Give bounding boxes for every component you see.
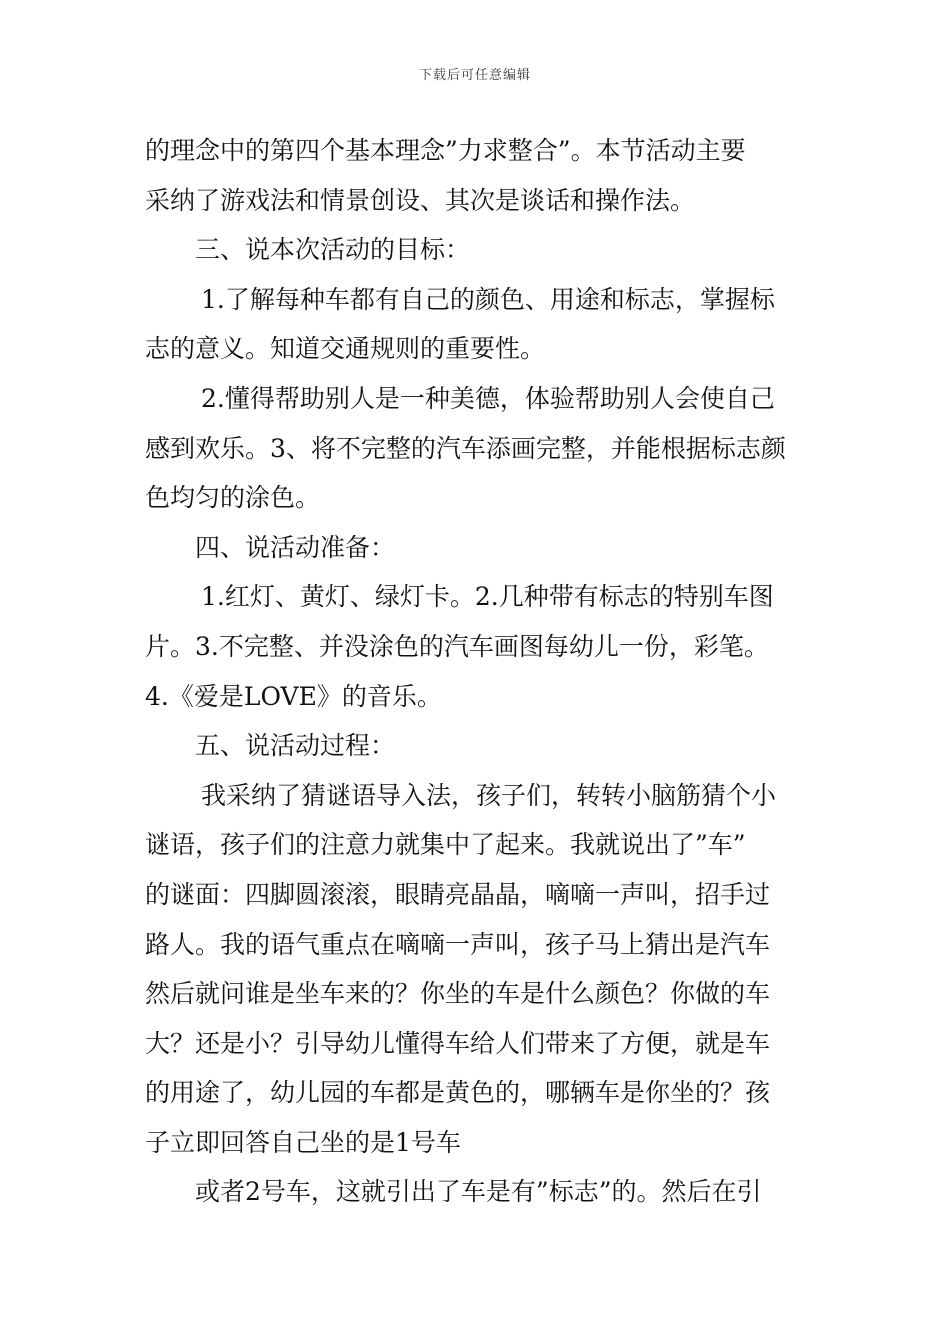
section-heading: 三、说本次活动的目标： xyxy=(195,235,471,265)
text-line: 谜语，孩子们的注意力就集中了起来。我就说出了”车” xyxy=(145,830,746,860)
page-header: 下载后可任意编辑 xyxy=(418,68,531,83)
text-line: 2.懂得帮助别人是一种美德，体验帮助别人会使自己 xyxy=(201,383,775,413)
text-line: 1.了解每种车都有自己的颜色、用途和标志，掌握标 xyxy=(201,284,775,314)
text-line: 子立即回答自己坐的是1号车 xyxy=(145,1127,461,1157)
text-line: 的理念中的第四个基本理念”力求整合”。本节活动主要 xyxy=(145,136,746,165)
text-line: 1.红灯、黄灯、绿灯卡。2.几种带有标志的特别车图 xyxy=(201,582,774,612)
text-line: 的谜面：四脚圆滚滚，眼睛亮晶晶，嘀嘀一声叫，招手过 xyxy=(145,879,771,909)
text-line: 4.《爱是LOVE》的音乐。 xyxy=(145,681,442,711)
text-line: 的用途了，幼儿园的车都是黄色的，哪辆车是你坐的？孩 xyxy=(145,1078,771,1108)
section-heading: 五、说活动过程： xyxy=(195,731,396,761)
text-line: 我采纳了猜谜语导入法，孩子们，转转小脑筋猜个小 xyxy=(201,780,777,810)
text-line: 片。3.不完整、并没涂色的汽车画图每幼儿一份，彩笔。 xyxy=(145,631,769,661)
text-line: 或者2号车，这就引出了车是有”标志”的。然后在引 xyxy=(195,1177,762,1207)
text-line: 然后就问谁是坐车来的？你坐的车是什么颜色？你做的车 xyxy=(145,979,771,1009)
text-line: 色均匀的涂色。 xyxy=(145,483,321,513)
text-line: 志的意义。知道交通规则的重要性。 xyxy=(145,334,546,364)
section-heading: 四、说活动准备： xyxy=(195,532,396,562)
text-line: 采纳了游戏法和情景创设、其次是谈话和操作法。 xyxy=(145,185,696,215)
text-line: 感到欢乐。3、将不完整的汽车添画完整，并能根据标志颜 xyxy=(145,433,786,463)
document-body xyxy=(145,126,825,1217)
text-line: 大？还是小？引导幼儿懂得车给人们带来了方便，就是车 xyxy=(145,1028,771,1058)
text-line: 路人。我的语气重点在嘀嘀一声叫，孩子马上猜出是汽车 xyxy=(145,929,771,959)
